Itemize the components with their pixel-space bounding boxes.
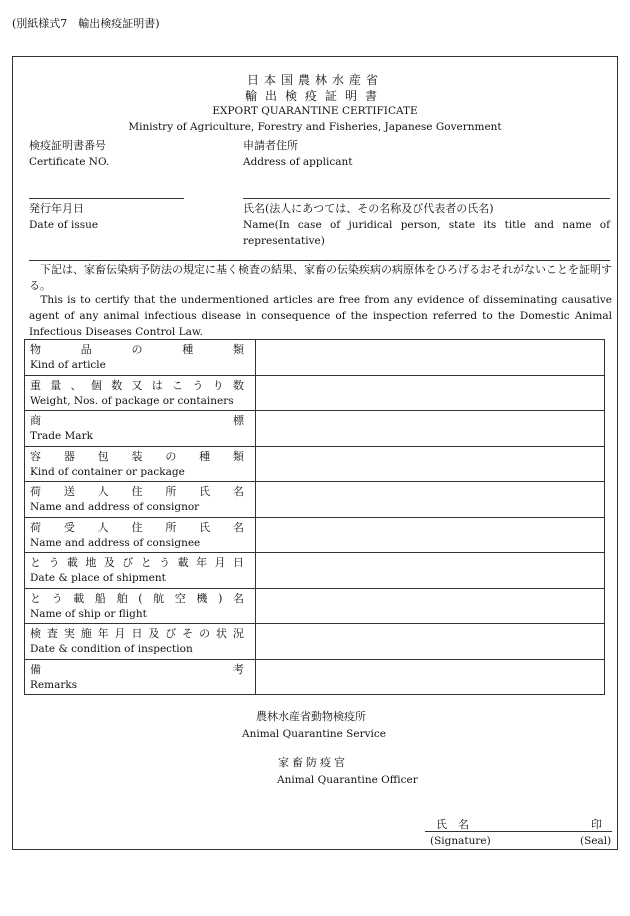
item-label-cell (25, 482, 256, 518)
item-label-en: Date & place of shipment (30, 572, 166, 584)
item-label-cell (25, 517, 256, 553)
item-label-jp: 荷 受 人 住 所 氏 名 (30, 520, 244, 534)
item-value-cell[interactable] (255, 482, 604, 518)
item-label-jp: と う 載 船 舶 ( 航 空 機 ) 名 (30, 591, 244, 605)
item-label-en: Trade Mark (30, 430, 93, 442)
officer-title-en: Animal Quarantine Officer (277, 774, 418, 786)
item-label-en: Kind of article (30, 359, 106, 371)
certification-statement-jp: 下記は、家畜伝染病予防法の規定に基く検査の結果、家畜の伝染疾病の病原体をひろげるおそれがないことを証明する。 (29, 263, 612, 292)
item-value-cell[interactable] (255, 659, 604, 695)
certificate-number-label-jp: 検疫証明書番号 (29, 139, 106, 152)
item-label-jp: 備 考 (30, 662, 244, 676)
signature-label-en: (Signature) (430, 835, 491, 847)
certification-statement-en: This is to certify that the undermentioned articles are free from any evidence of disseminating causative agent of any animal infectious disease in consequence of the inspection referred to the Domestic Animal Infectious Diseases Control Law. (29, 294, 612, 338)
seal-label-en: (Seal) (580, 835, 612, 847)
issue-date-label-jp: 発行年月日 (29, 202, 84, 215)
item-label-jp: 検 査 実 施 年 月 日 及 び そ の 状 況 (30, 627, 244, 640)
item-label-en: Name of ship or flight (30, 607, 147, 620)
item-row (25, 588, 605, 624)
applicant-address-line[interactable] (243, 198, 610, 199)
certificate-number-label-en: Certificate NO. (29, 156, 110, 168)
item-label-cell (25, 553, 256, 589)
item-value-cell[interactable] (255, 517, 604, 553)
officer-title-jp: 家畜防疫官 (278, 756, 348, 769)
item-row (25, 375, 605, 411)
applicant-name-line[interactable] (29, 260, 610, 261)
item-label-jp: 重 量 、 個 数 又 は こ う り 数 (30, 378, 244, 392)
applicant-name-label-en: Name(In case of juridical person, state its title and name of representative) (243, 219, 610, 247)
item-value-cell[interactable] (255, 446, 604, 482)
issuing-service-en: Animal Quarantine Service (242, 728, 386, 740)
item-row (25, 624, 605, 660)
item-row (25, 446, 605, 482)
item-label-jp: 荷 送 人 住 所 氏 名 (30, 485, 244, 498)
item-label-cell (25, 588, 256, 624)
item-row (25, 517, 605, 553)
signature-line[interactable] (425, 831, 612, 832)
item-label-cell (25, 375, 256, 411)
item-label-en: Date & condition of inspection (30, 643, 193, 655)
item-value-cell[interactable] (255, 624, 604, 660)
item-label-en: Remarks (30, 678, 78, 691)
item-row (25, 553, 605, 589)
title-certificate-jp: 輸出検疫証明書 (244, 89, 385, 103)
item-label-jp: 物 品 の 種 類 (30, 343, 244, 356)
item-label-cell (25, 446, 256, 482)
issue-date-label-en: Date of issue (29, 219, 99, 231)
item-value-cell[interactable] (255, 340, 604, 376)
title-ministry-jp: 日本国農林水産省 (246, 73, 383, 87)
certificate-number-line[interactable] (29, 198, 184, 199)
applicant-address-label-en: Address of applicant (243, 156, 353, 168)
seal-label-jp: 印 (591, 818, 602, 831)
item-row (25, 411, 605, 447)
item-label-jp: 容 器 包 装 の 種 類 (30, 449, 244, 463)
item-label-cell (25, 340, 256, 376)
item-label-en: Weight, Nos. of package or containers (30, 394, 234, 407)
item-row (25, 340, 605, 376)
item-value-cell[interactable] (255, 375, 604, 411)
item-label-en: Name and address of consignor (30, 501, 200, 513)
item-label-cell (25, 411, 256, 447)
item-label-en: Kind of container or package (30, 465, 185, 478)
form-label: (別紙様式7 輸出検疫証明書) (12, 17, 160, 30)
item-label-cell (25, 624, 256, 660)
issuing-service-jp: 農林水産省動物検疫所 (256, 710, 366, 723)
applicant-name-label-jp: 氏名(法人にあつては、その名称及び代表者の氏名) (243, 202, 494, 215)
ministry-name-en: Ministry of Agriculture, Forestry and Fisheries, Japanese Government (128, 121, 502, 133)
item-value-cell[interactable] (255, 411, 604, 447)
items-table (24, 339, 605, 695)
item-label-jp: 商 標 (30, 414, 244, 427)
item-label-en: Name and address of consignee (30, 536, 201, 549)
item-label-jp: と う 載 地 及 び と う 載 年 月 日 (30, 556, 244, 569)
signature-label-jp: 氏 名 (436, 818, 469, 831)
item-value-cell[interactable] (255, 588, 604, 624)
title-certificate-en: EXPORT QUARANTINE CERTIFICATE (212, 105, 418, 117)
item-row (25, 482, 605, 518)
item-value-cell[interactable] (255, 553, 604, 589)
applicant-address-label-jp: 申請者住所 (243, 139, 298, 152)
item-row (25, 659, 605, 695)
item-label-cell (25, 659, 256, 695)
